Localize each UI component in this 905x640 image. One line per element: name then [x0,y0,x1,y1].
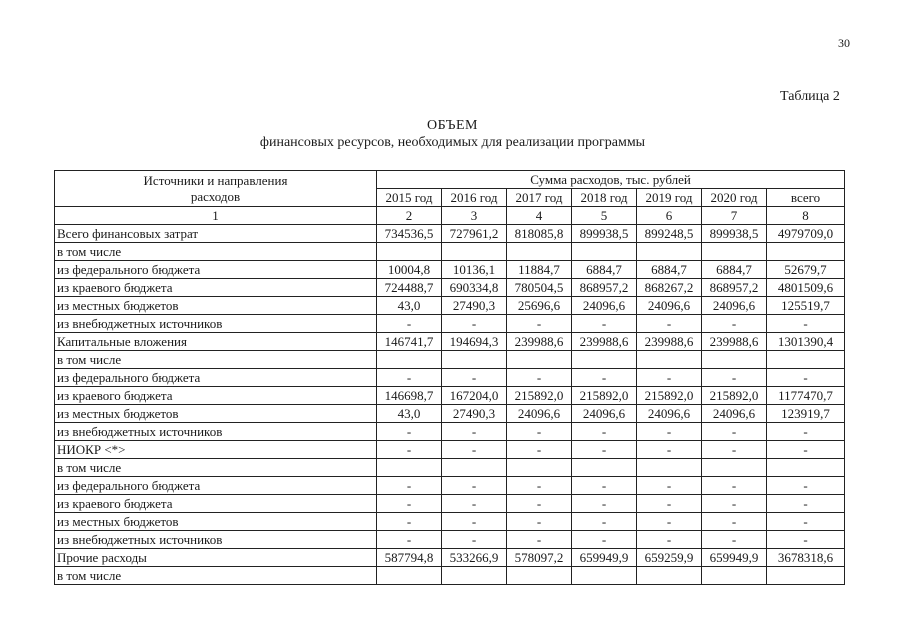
value-cell: 587794,8 [377,549,442,567]
table-row [55,279,845,297]
value-cell: - [767,531,845,549]
value-cell: 6884,7 [637,261,702,279]
header-row-top [55,171,845,189]
column-index: 8 [767,207,845,225]
value-cell [767,351,845,369]
table-row [55,243,845,261]
year-header: 2018 год [572,189,637,207]
value-cell: - [572,423,637,441]
value-cell: 4801509,6 [767,279,845,297]
value-cell: - [702,315,767,333]
column-index: 5 [572,207,637,225]
value-cell: 10004,8 [377,261,442,279]
column-index: 4 [507,207,572,225]
value-cell: - [572,495,637,513]
value-cell: - [572,513,637,531]
value-cell: 3678318,6 [767,549,845,567]
value-cell: 899938,5 [572,225,637,243]
value-cell: 1177470,7 [767,387,845,405]
value-cell: 659949,9 [702,549,767,567]
value-cell: 24096,6 [572,297,637,315]
value-cell: - [507,477,572,495]
value-cell [507,567,572,585]
row-label: Капитальные вложения [55,333,377,351]
value-cell [442,243,507,261]
table-row [55,297,845,315]
row-label: Прочие расходы [55,549,377,567]
value-cell [767,243,845,261]
value-cell: - [702,369,767,387]
year-header: 2016 год [442,189,507,207]
value-cell: - [702,495,767,513]
sum-header: Сумма расходов, тыс. рублей [377,171,845,189]
year-header: 2020 год [702,189,767,207]
row-label: из внебюджетных источников [55,315,377,333]
header-index-row [55,207,845,225]
value-cell: - [572,477,637,495]
table-row [55,531,845,549]
value-cell: - [637,315,702,333]
table-row [55,567,845,585]
value-cell [507,459,572,477]
row-label: из федерального бюджета [55,477,377,495]
sources-header-line2: расходов [190,188,241,204]
value-cell: - [377,369,442,387]
column-index: 6 [637,207,702,225]
value-cell: 27490,3 [442,405,507,423]
value-cell: 43,0 [377,405,442,423]
value-cell: - [637,531,702,549]
value-cell: 780504,5 [507,279,572,297]
value-cell: 239988,6 [572,333,637,351]
value-cell: - [767,441,845,459]
value-cell: - [442,495,507,513]
value-cell [702,243,767,261]
value-cell: 868957,2 [572,279,637,297]
row-label: из местных бюджетов [55,297,377,315]
table-row [55,315,845,333]
value-cell: - [702,477,767,495]
value-cell [377,243,442,261]
row-label: из краевого бюджета [55,279,377,297]
value-cell: 125519,7 [767,297,845,315]
value-cell: 578097,2 [507,549,572,567]
row-label: из внебюджетных источников [55,531,377,549]
value-cell: 123919,7 [767,405,845,423]
value-cell: 10136,1 [442,261,507,279]
finance-table [54,170,845,585]
value-cell: 6884,7 [702,261,767,279]
row-label: из федерального бюджета [55,261,377,279]
value-cell: - [507,441,572,459]
value-cell: - [767,369,845,387]
column-index: 1 [55,207,377,225]
value-cell: - [442,531,507,549]
value-cell: 727961,2 [442,225,507,243]
value-cell: - [377,495,442,513]
table-row [55,459,845,477]
value-cell: - [377,531,442,549]
value-cell: 239988,6 [637,333,702,351]
value-cell [702,567,767,585]
value-cell: - [377,513,442,531]
value-cell: 1301390,4 [767,333,845,351]
value-cell: - [702,531,767,549]
value-cell: 194694,3 [442,333,507,351]
value-cell: 215892,0 [637,387,702,405]
row-label: из местных бюджетов [55,405,377,423]
value-cell: - [637,513,702,531]
row-label: в том числе [55,351,377,369]
value-cell [767,567,845,585]
table-row [55,405,845,423]
row-label: в том числе [55,459,377,477]
value-cell: - [377,315,442,333]
value-cell [442,567,507,585]
value-cell: - [767,477,845,495]
value-cell: - [442,477,507,495]
value-cell: 24096,6 [507,405,572,423]
value-cell: 724488,7 [377,279,442,297]
value-cell [572,351,637,369]
value-cell [572,243,637,261]
value-cell: 24096,6 [702,297,767,315]
value-cell: 43,0 [377,297,442,315]
value-cell: - [637,423,702,441]
table-row [55,423,845,441]
value-cell: 25696,6 [507,297,572,315]
value-cell: - [572,441,637,459]
value-cell: - [507,369,572,387]
table-row [55,495,845,513]
total-header: всего [767,189,845,207]
row-label: НИОКР <*> [55,441,377,459]
value-cell [767,459,845,477]
value-cell: - [702,423,767,441]
value-cell [377,567,442,585]
value-cell: - [637,369,702,387]
value-cell: 27490,3 [442,297,507,315]
year-header: 2019 год [637,189,702,207]
value-cell: 899248,5 [637,225,702,243]
row-label: в том числе [55,567,377,585]
year-header: 2015 год [377,189,442,207]
value-cell: 868267,2 [637,279,702,297]
row-label: из федерального бюджета [55,369,377,387]
value-cell: 734536,5 [377,225,442,243]
value-cell: 167204,0 [442,387,507,405]
table-row [55,333,845,351]
row-label: из внебюджетных источников [55,423,377,441]
column-index: 2 [377,207,442,225]
value-cell: - [507,315,572,333]
value-cell: 24096,6 [572,405,637,423]
value-cell: - [767,495,845,513]
table-row [55,369,845,387]
value-cell: - [637,441,702,459]
table-row [55,351,845,369]
value-cell: 146698,7 [377,387,442,405]
value-cell: 11884,7 [507,261,572,279]
value-cell [572,459,637,477]
page-number: 30 [838,36,850,50]
value-cell [637,351,702,369]
table-row [55,441,845,459]
value-cell: - [377,423,442,441]
row-label: из местных бюджетов [55,513,377,531]
value-cell [507,243,572,261]
value-cell [442,351,507,369]
table-row [55,477,845,495]
value-cell: - [767,423,845,441]
value-cell: 215892,0 [572,387,637,405]
value-cell: - [702,513,767,531]
value-cell: - [507,495,572,513]
value-cell: 868957,2 [702,279,767,297]
value-cell: - [377,441,442,459]
value-cell: - [442,369,507,387]
value-cell: 215892,0 [702,387,767,405]
document-title: ОБЪЕМ [426,118,478,133]
value-cell: 24096,6 [702,405,767,423]
table-row [55,261,845,279]
column-index: 7 [702,207,767,225]
year-header: 2017 год [507,189,572,207]
value-cell [572,567,637,585]
value-cell: - [572,369,637,387]
value-cell [702,351,767,369]
table-row [55,225,845,243]
value-cell: 818085,8 [507,225,572,243]
sources-header [55,171,377,207]
value-cell: - [572,315,637,333]
value-cell: - [507,513,572,531]
table-row [55,513,845,531]
sources-header-line1: Источники и направления [143,172,288,188]
value-cell: - [377,477,442,495]
value-cell: 52679,7 [767,261,845,279]
value-cell [637,243,702,261]
value-cell: 659259,9 [637,549,702,567]
value-cell [377,459,442,477]
value-cell [637,567,702,585]
value-cell: 6884,7 [572,261,637,279]
value-cell [377,351,442,369]
value-cell: 24096,6 [637,297,702,315]
table-row [55,549,845,567]
value-cell: 24096,6 [637,405,702,423]
value-cell: - [442,513,507,531]
row-label: в том числе [55,243,377,261]
value-cell [507,351,572,369]
value-cell: 690334,8 [442,279,507,297]
value-cell: - [442,423,507,441]
value-cell: - [637,477,702,495]
value-cell [702,459,767,477]
row-label: Всего финансовых затрат [55,225,377,243]
value-cell: 659949,9 [572,549,637,567]
value-cell: 239988,6 [507,333,572,351]
value-cell: - [507,423,572,441]
value-cell: - [442,315,507,333]
value-cell: - [507,531,572,549]
table-row [55,387,845,405]
value-cell: 146741,7 [377,333,442,351]
document-subtitle: финансовых ресурсов, необходимых для реализации программы [259,135,646,150]
value-cell: - [442,441,507,459]
value-cell: - [572,531,637,549]
value-cell: - [767,513,845,531]
row-label: из краевого бюджета [55,387,377,405]
column-index: 3 [442,207,507,225]
value-cell: 899938,5 [702,225,767,243]
value-cell: 533266,9 [442,549,507,567]
value-cell: 4979709,0 [767,225,845,243]
value-cell: - [702,441,767,459]
value-cell [637,459,702,477]
value-cell: 239988,6 [702,333,767,351]
value-cell: 215892,0 [507,387,572,405]
row-label: из краевого бюджета [55,495,377,513]
value-cell: - [767,315,845,333]
value-cell: - [637,495,702,513]
table-label: Таблица 2 [780,89,840,104]
value-cell [442,459,507,477]
table-body [55,225,845,585]
